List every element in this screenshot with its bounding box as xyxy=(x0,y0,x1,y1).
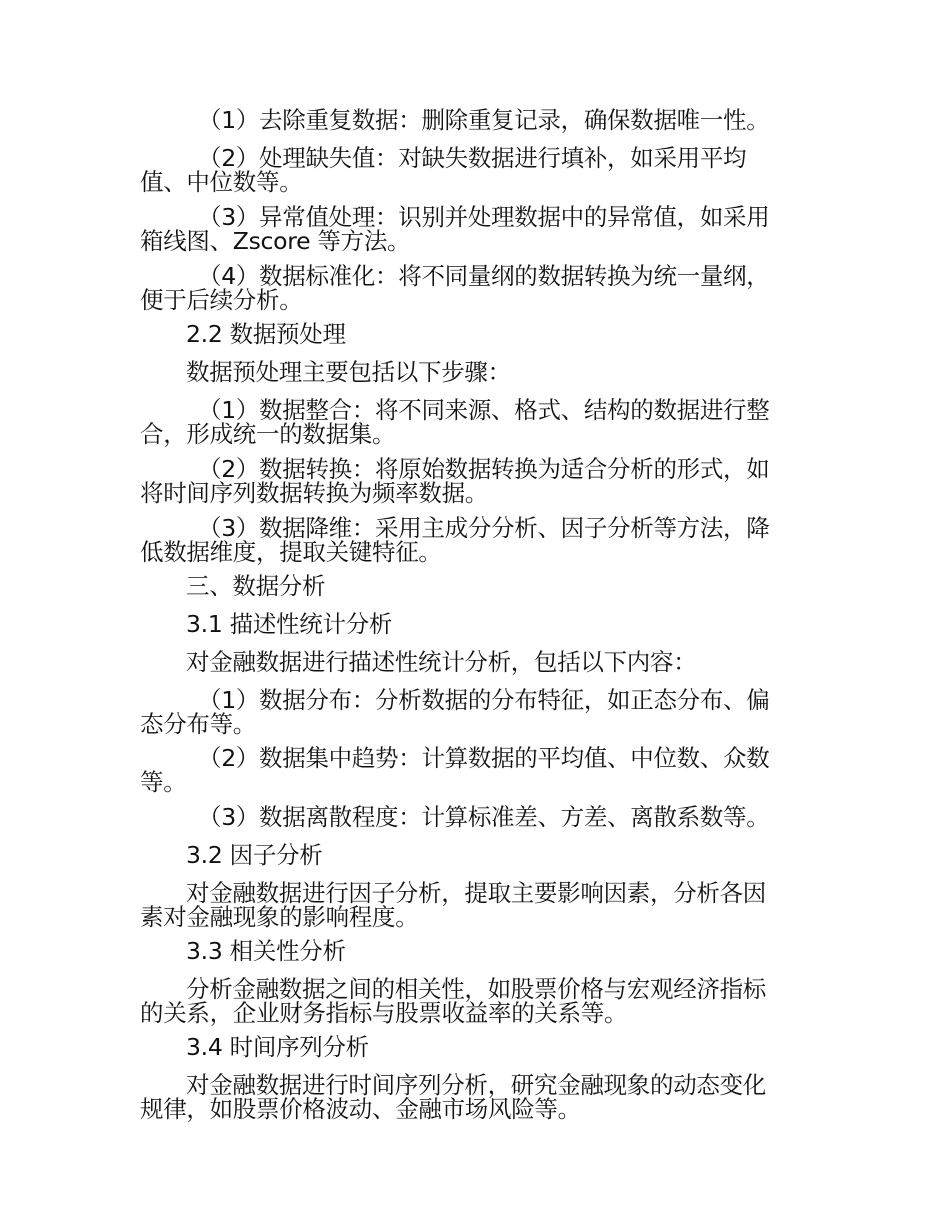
text-line: 值、中位数等。 xyxy=(140,168,303,196)
text-line: （3）异常值处理：识别并处理数据中的异常值，如采用 xyxy=(198,203,770,231)
heading-3-4 xyxy=(140,1035,815,1059)
paragraph-preprocessing-intro xyxy=(140,360,815,384)
text-line: 便于后续分析。 xyxy=(140,286,303,314)
text-line: （1）去除重复数据：删除重复记录，确保数据唯一性。 xyxy=(198,106,770,134)
heading-3-3 xyxy=(140,939,815,963)
heading-text: 三、数据分析 xyxy=(186,572,326,600)
paragraph-integration xyxy=(140,398,815,446)
text-line: 规律，如股票价格波动、金融市场风险等。 xyxy=(140,1095,581,1123)
paragraph-central-tendency xyxy=(140,746,815,794)
heading-text: 3.3 相关性分析 xyxy=(186,937,346,965)
paragraph-transformation xyxy=(140,457,815,505)
text-line: （2）数据转换：将原始数据转换为适合分析的形式，如 xyxy=(198,455,770,483)
text-line: （2）处理缺失值：对缺失数据进行填补，如采用平均 xyxy=(198,144,747,172)
text-line: （1）数据分布：分析数据的分布特征，如正态分布、偏 xyxy=(198,686,770,714)
text-line: 低数据维度，提取关键特征。 xyxy=(140,538,442,566)
text-line: 对金融数据进行时间序列分析，研究金融现象的动态变化 xyxy=(186,1071,766,1099)
text-line: 等。 xyxy=(140,768,187,796)
paragraph-correlation xyxy=(140,977,815,1025)
text-line: 分析金融数据之间的相关性，如股票价格与宏观经济指标 xyxy=(186,975,766,1003)
paragraph-missing-values xyxy=(140,146,815,194)
heading-section-3 xyxy=(140,574,815,598)
text-line: 的关系，企业财务指标与股票收益率的关系等。 xyxy=(140,999,628,1027)
text-line: 态分布等。 xyxy=(140,710,256,738)
paragraph-standardization xyxy=(140,264,815,312)
heading-text: 3.4 时间序列分析 xyxy=(186,1033,369,1061)
text-line: 对金融数据进行因子分析，提取主要影响因素，分析各因 xyxy=(186,879,766,907)
text-line: （1）数据整合：将不同来源、格式、结构的数据进行整 xyxy=(198,396,770,424)
heading-3-1 xyxy=(140,612,815,636)
text-line: 将时间序列数据转换为频率数据。 xyxy=(140,479,488,507)
heading-text: 2.2 数据预处理 xyxy=(186,320,346,348)
heading-2-2 xyxy=(140,322,815,346)
paragraph-time-series xyxy=(140,1073,815,1121)
paragraph-outliers xyxy=(140,205,815,253)
paragraph-descriptive-intro xyxy=(140,650,815,674)
text-line: 箱线图、Zscore 等方法。 xyxy=(140,227,411,255)
heading-text: 3.1 描述性统计分析 xyxy=(186,610,393,638)
paragraph-factor-analysis xyxy=(140,881,815,929)
text-line: （4）数据标准化：将不同量纲的数据转换为统一量纲， xyxy=(198,262,770,290)
text-line: 数据预处理主要包括以下步骤： xyxy=(186,358,511,386)
text-line: 对金融数据进行描述性统计分析，包括以下内容： xyxy=(186,648,697,676)
paragraph-dimension-reduction xyxy=(140,516,815,564)
text-line: 素对金融现象的影响程度。 xyxy=(140,903,419,931)
text-line: 合，形成统一的数据集。 xyxy=(140,420,396,448)
heading-text: 3.2 因子分析 xyxy=(186,841,323,869)
heading-3-2 xyxy=(140,843,815,867)
text-line: （2）数据集中趋势：计算数据的平均值、中位数、众数 xyxy=(198,744,770,772)
text-line: （3）数据离散程度：计算标准差、方差、离散系数等。 xyxy=(198,803,770,831)
paragraph-dispersion xyxy=(140,805,815,829)
paragraph-remove-duplicates xyxy=(140,108,815,132)
paragraph-distribution xyxy=(140,688,815,736)
text-line: （3）数据降维：采用主成分分析、因子分析等方法，降 xyxy=(198,514,770,542)
